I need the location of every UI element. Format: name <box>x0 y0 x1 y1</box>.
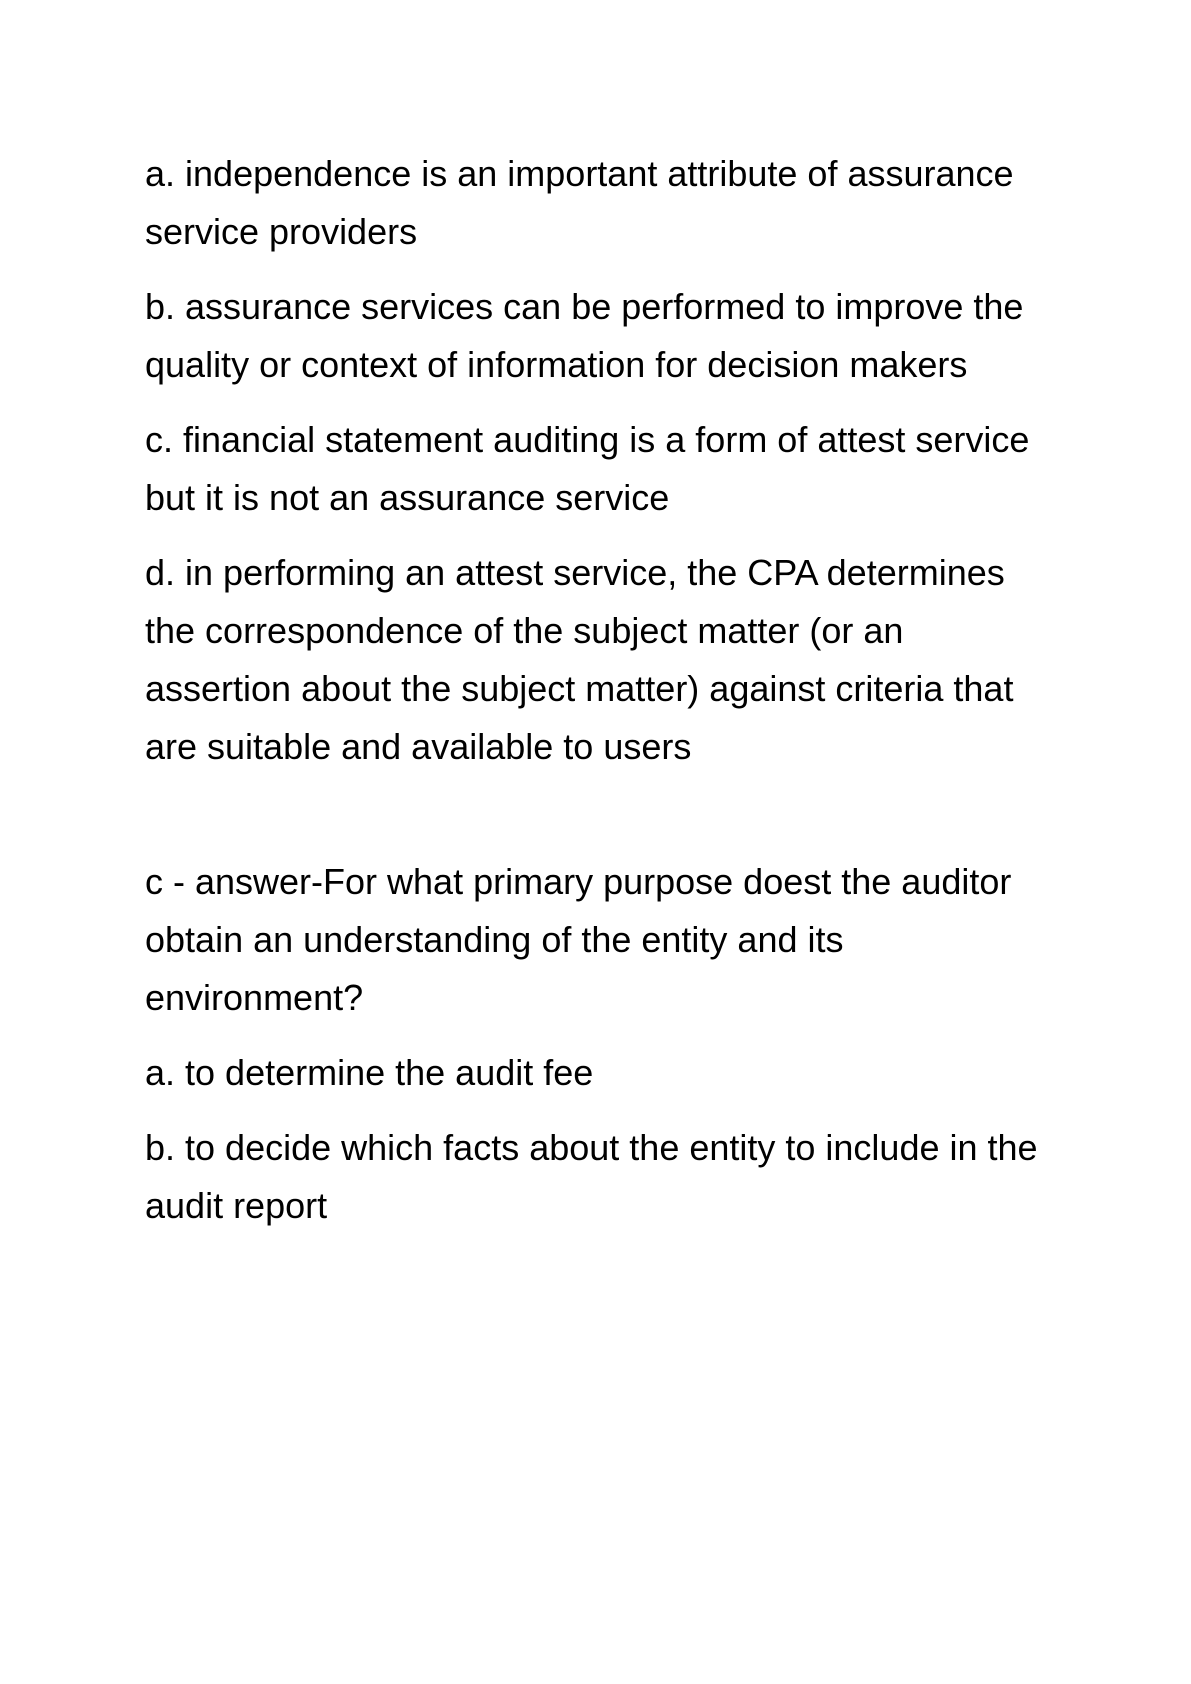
document-body <box>145 145 1055 1252</box>
option-c-financial-statement-auditing: c. financial statement auditing is a form of attest service but it is not an assurance service <box>145 419 1030 518</box>
option-a-audit-fee: a. to determine the audit fee <box>145 1052 594 1093</box>
paragraph-gap <box>145 793 1055 853</box>
option-a-independence: a. independence is an important attribute of assurance service providers <box>145 153 1014 252</box>
option-b-audit-report-facts: b. to decide which facts about the entity to include in the audit report <box>145 1127 1038 1226</box>
option-b-assurance-services: b. assurance services can be performed to improve the quality or context of information for decision makers <box>145 286 1024 385</box>
answer-and-next-question: c - answer-For what primary purpose doest the auditor obtain an understanding of the entity and its environment? <box>145 861 1012 1018</box>
option-d-attest-service: d. in performing an attest service, the CPA determines the correspondence of the subject matter (or an assertion about the subject matter) against criteria that are suitable and available to users <box>145 552 1014 767</box>
